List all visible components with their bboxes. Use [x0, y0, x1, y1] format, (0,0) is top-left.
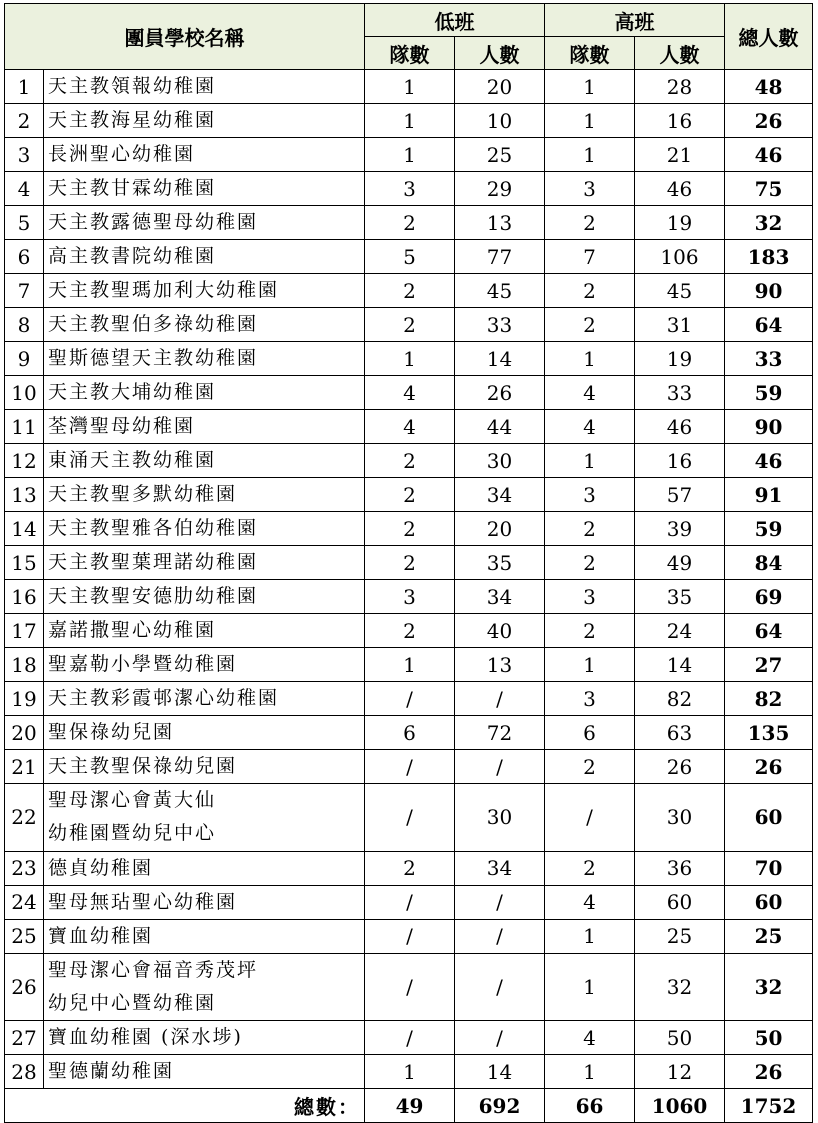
totals-high-people: 1060 [635, 1089, 725, 1123]
high-teams: 1 [545, 648, 635, 682]
row-total: 82 [725, 682, 813, 716]
school-name [44, 410, 365, 444]
low-people: 26 [455, 376, 545, 410]
school-name [44, 750, 365, 784]
row-total: 135 [725, 716, 813, 750]
high-teams: 3 [545, 682, 635, 716]
high-teams: 2 [545, 206, 635, 240]
table-row [5, 580, 813, 614]
table-row [5, 851, 813, 885]
table-row [5, 376, 813, 410]
table-row [5, 478, 813, 512]
low-teams: 2 [365, 308, 455, 342]
school-name-line: 長洲聖心幼稚園 [48, 143, 196, 165]
row-total: 59 [725, 376, 813, 410]
high-teams: / [545, 784, 635, 852]
high-people: 63 [635, 716, 725, 750]
high-teams: 7 [545, 240, 635, 274]
low-people: 10 [455, 104, 545, 138]
school-name [44, 885, 365, 919]
high-people: 26 [635, 750, 725, 784]
school-name-line-2: 幼稚園暨幼兒中心 [48, 822, 217, 845]
low-teams: 1 [365, 138, 455, 172]
low-people: 30 [455, 784, 545, 852]
table-row [5, 240, 813, 274]
low-people: / [455, 885, 545, 919]
table-row [5, 953, 813, 1021]
low-people: 44 [455, 410, 545, 444]
low-teams: 4 [365, 410, 455, 444]
high-people: 36 [635, 851, 725, 885]
school-name [44, 342, 365, 376]
high-people: 60 [635, 885, 725, 919]
row-total: 60 [725, 885, 813, 919]
low-people: 20 [455, 512, 545, 546]
low-people: 72 [455, 716, 545, 750]
header-total-people: 總人數 [725, 4, 813, 70]
high-teams: 1 [545, 138, 635, 172]
table-header [5, 4, 813, 70]
school-name-line: 天主教聖雅各伯幼稚園 [48, 517, 259, 539]
school-name-line: 天主教領報幼稚園 [48, 75, 217, 97]
school-name [44, 512, 365, 546]
row-total: 26 [725, 104, 813, 138]
school-name [44, 376, 365, 410]
table-row [5, 648, 813, 682]
low-teams: / [365, 953, 455, 1021]
high-people: 24 [635, 614, 725, 648]
school-name-line: 聖斯德望天主教幼稚園 [48, 347, 259, 369]
low-people: 77 [455, 240, 545, 274]
low-teams: 2 [365, 274, 455, 308]
table-row [5, 716, 813, 750]
row-total: 90 [725, 410, 813, 444]
high-teams: 3 [545, 580, 635, 614]
header-high-people: 人數 [635, 37, 725, 70]
row-number: 26 [5, 953, 44, 1021]
row-total: 90 [725, 274, 813, 308]
row-number: 15 [5, 546, 44, 580]
school-name [44, 104, 365, 138]
low-teams: 3 [365, 172, 455, 206]
row-total: 46 [725, 138, 813, 172]
table-row [5, 919, 813, 953]
high-teams: 1 [545, 70, 635, 104]
high-people: 35 [635, 580, 725, 614]
row-number: 25 [5, 919, 44, 953]
school-name [44, 274, 365, 308]
low-teams: 1 [365, 70, 455, 104]
table-row [5, 885, 813, 919]
row-number: 20 [5, 716, 44, 750]
table-row [5, 308, 813, 342]
school-name-line: 天主教大埔幼稚園 [48, 381, 217, 403]
high-people: 31 [635, 308, 725, 342]
low-people: 35 [455, 546, 545, 580]
low-people: 34 [455, 851, 545, 885]
high-people: 19 [635, 342, 725, 376]
school-name-line: 聖母潔心會黃大仙 [48, 789, 217, 812]
school-name-line: 天主教聖伯多祿幼稚園 [48, 313, 259, 335]
school-name-line: 聖保祿幼兒園 [48, 721, 175, 743]
school-name-line: 寶血幼稚園 [48, 924, 154, 947]
school-name [44, 614, 365, 648]
school-name-line: 嘉諾撒聖心幼稚園 [48, 619, 217, 641]
school-name [44, 682, 365, 716]
school-name [44, 851, 365, 885]
high-people: 12 [635, 1055, 725, 1089]
low-people: 13 [455, 206, 545, 240]
low-teams: 2 [365, 851, 455, 885]
header-high-class: 高班 [545, 4, 725, 37]
school-name [44, 138, 365, 172]
low-teams: / [365, 1021, 455, 1055]
row-total: 183 [725, 240, 813, 274]
high-people: 14 [635, 648, 725, 682]
high-teams: 2 [545, 851, 635, 885]
table-row [5, 410, 813, 444]
high-people: 49 [635, 546, 725, 580]
low-people: / [455, 682, 545, 716]
row-number: 10 [5, 376, 44, 410]
row-total: 48 [725, 70, 813, 104]
table-row [5, 784, 813, 852]
table-row [5, 750, 813, 784]
table-row [5, 206, 813, 240]
school-name-line: 天主教聖安德肋幼稚園 [48, 585, 259, 607]
row-total: 59 [725, 512, 813, 546]
row-number: 19 [5, 682, 44, 716]
school-name [44, 648, 365, 682]
row-total: 70 [725, 851, 813, 885]
school-name-line: 聖嘉勒小學暨幼稚園 [48, 653, 238, 675]
high-people: 21 [635, 138, 725, 172]
table-row [5, 1055, 813, 1089]
table-body [5, 70, 813, 1089]
high-teams: 2 [545, 274, 635, 308]
high-people: 32 [635, 953, 725, 1021]
header-low-teams: 隊數 [365, 37, 455, 70]
row-number: 24 [5, 885, 44, 919]
low-people: 34 [455, 580, 545, 614]
high-people: 106 [635, 240, 725, 274]
row-number: 2 [5, 104, 44, 138]
school-name [44, 953, 365, 1021]
high-people: 50 [635, 1021, 725, 1055]
totals-low-people: 692 [455, 1089, 545, 1123]
high-people: 16 [635, 444, 725, 478]
high-teams: 4 [545, 885, 635, 919]
row-total: 84 [725, 546, 813, 580]
low-teams: 1 [365, 342, 455, 376]
row-total: 91 [725, 478, 813, 512]
low-teams: / [365, 682, 455, 716]
school-name [44, 308, 365, 342]
low-teams: 1 [365, 1055, 455, 1089]
row-number: 28 [5, 1055, 44, 1089]
low-teams: 2 [365, 512, 455, 546]
high-teams: 4 [545, 410, 635, 444]
low-teams: 6 [365, 716, 455, 750]
high-teams: 1 [545, 104, 635, 138]
totals-high-teams: 66 [545, 1089, 635, 1123]
low-teams: 2 [365, 444, 455, 478]
school-name-line: 高主教書院幼稚園 [48, 245, 217, 267]
row-total: 27 [725, 648, 813, 682]
high-people: 33 [635, 376, 725, 410]
row-number: 16 [5, 580, 44, 614]
high-teams: 2 [545, 614, 635, 648]
school-name [44, 919, 365, 953]
row-number: 12 [5, 444, 44, 478]
row-number: 7 [5, 274, 44, 308]
school-team-table [4, 3, 813, 1123]
row-number: 9 [5, 342, 44, 376]
row-number: 27 [5, 1021, 44, 1055]
row-total: 26 [725, 750, 813, 784]
school-name-line: 天主教聖葉理諾幼稚園 [48, 551, 259, 573]
row-number: 5 [5, 206, 44, 240]
table-row [5, 104, 813, 138]
table-row [5, 614, 813, 648]
high-people: 82 [635, 682, 725, 716]
high-people: 39 [635, 512, 725, 546]
school-name-line: 天主教聖多默幼稚園 [48, 483, 238, 505]
school-name [44, 172, 365, 206]
high-people: 19 [635, 206, 725, 240]
high-people: 25 [635, 919, 725, 953]
row-number: 13 [5, 478, 44, 512]
high-teams: 6 [545, 716, 635, 750]
low-people: 33 [455, 308, 545, 342]
low-teams: / [365, 784, 455, 852]
school-name [44, 444, 365, 478]
high-teams: 2 [545, 308, 635, 342]
row-number: 3 [5, 138, 44, 172]
school-name-line-2: 幼兒中心暨幼稚園 [48, 991, 217, 1014]
high-people: 57 [635, 478, 725, 512]
row-number: 21 [5, 750, 44, 784]
low-people: / [455, 750, 545, 784]
school-name [44, 1021, 365, 1055]
low-people: 13 [455, 648, 545, 682]
row-total: 33 [725, 342, 813, 376]
table-row [5, 682, 813, 716]
high-teams: 1 [545, 444, 635, 478]
school-name-line: 東涌天主教幼稚園 [48, 449, 217, 471]
totals-low-teams: 49 [365, 1089, 455, 1123]
school-name-line: 德貞幼稚園 [48, 856, 154, 879]
high-teams: 4 [545, 376, 635, 410]
row-total: 26 [725, 1055, 813, 1089]
school-name-line: 寶血幼稚園 (深水埗) [48, 1026, 243, 1049]
school-name-line: 聖母潔心會福音秀茂坪 [48, 958, 259, 981]
high-teams: 3 [545, 478, 635, 512]
low-teams: 5 [365, 240, 455, 274]
high-teams: 2 [545, 750, 635, 784]
school-name [44, 70, 365, 104]
row-total: 69 [725, 580, 813, 614]
table-row [5, 138, 813, 172]
school-name-line: 天主教彩霞邨潔心幼稚園 [48, 687, 280, 709]
row-number: 1 [5, 70, 44, 104]
header-high-teams: 隊數 [545, 37, 635, 70]
high-teams: 4 [545, 1021, 635, 1055]
school-name-line: 天主教露德聖母幼稚園 [48, 211, 259, 233]
school-name [44, 580, 365, 614]
school-name-line: 聖德蘭幼稚園 [48, 1060, 175, 1083]
table-row [5, 274, 813, 308]
low-teams: / [365, 885, 455, 919]
table-row [5, 172, 813, 206]
low-teams: 4 [365, 376, 455, 410]
low-teams: / [365, 919, 455, 953]
row-total: 32 [725, 206, 813, 240]
high-people: 16 [635, 104, 725, 138]
low-people: 34 [455, 478, 545, 512]
high-teams: 2 [545, 512, 635, 546]
low-people: 14 [455, 1055, 545, 1089]
low-people: / [455, 919, 545, 953]
high-teams: 1 [545, 953, 635, 1021]
row-number: 18 [5, 648, 44, 682]
high-people: 28 [635, 70, 725, 104]
school-name [44, 478, 365, 512]
table-row [5, 1021, 813, 1055]
school-name-line: 天主教海星幼稚園 [48, 109, 217, 131]
row-number: 22 [5, 784, 44, 852]
school-name [44, 716, 365, 750]
header-low-people: 人數 [455, 37, 545, 70]
low-people: 30 [455, 444, 545, 478]
low-people: / [455, 953, 545, 1021]
row-total: 32 [725, 953, 813, 1021]
low-teams: 1 [365, 104, 455, 138]
high-teams: 1 [545, 1055, 635, 1089]
high-teams: 1 [545, 342, 635, 376]
high-people: 46 [635, 172, 725, 206]
school-name-line: 天主教聖保祿幼兒園 [48, 755, 238, 777]
low-teams: 2 [365, 614, 455, 648]
low-people: 40 [455, 614, 545, 648]
high-teams: 3 [545, 172, 635, 206]
low-teams: 3 [365, 580, 455, 614]
row-total: 64 [725, 308, 813, 342]
row-number: 23 [5, 851, 44, 885]
school-name [44, 546, 365, 580]
low-teams: 1 [365, 648, 455, 682]
school-name [44, 1055, 365, 1089]
school-name [44, 240, 365, 274]
low-people: 29 [455, 172, 545, 206]
school-name-line: 荃灣聖母幼稚園 [48, 415, 196, 437]
totals-label: 總數： [5, 1089, 365, 1123]
row-total: 64 [725, 614, 813, 648]
table-row [5, 342, 813, 376]
low-teams: / [365, 750, 455, 784]
row-number: 4 [5, 172, 44, 206]
row-number: 6 [5, 240, 44, 274]
row-total: 46 [725, 444, 813, 478]
school-name [44, 206, 365, 240]
school-name [44, 784, 365, 852]
low-people: / [455, 1021, 545, 1055]
low-teams: 2 [365, 478, 455, 512]
table-row [5, 444, 813, 478]
totals-grand-total: 1752 [725, 1089, 813, 1123]
row-number: 17 [5, 614, 44, 648]
row-total: 50 [725, 1021, 813, 1055]
low-people: 45 [455, 274, 545, 308]
row-number: 8 [5, 308, 44, 342]
high-people: 46 [635, 410, 725, 444]
low-people: 14 [455, 342, 545, 376]
header-low-class: 低班 [365, 4, 545, 37]
row-number: 14 [5, 512, 44, 546]
high-people: 45 [635, 274, 725, 308]
low-teams: 2 [365, 206, 455, 240]
row-total: 75 [725, 172, 813, 206]
low-teams: 2 [365, 546, 455, 580]
low-people: 20 [455, 70, 545, 104]
high-people: 30 [635, 784, 725, 852]
row-total: 25 [725, 919, 813, 953]
school-name-line: 聖母無玷聖心幼稚園 [48, 890, 238, 913]
high-teams: 2 [545, 546, 635, 580]
row-total: 60 [725, 784, 813, 852]
table-row [5, 546, 813, 580]
row-number: 11 [5, 410, 44, 444]
table-row [5, 512, 813, 546]
table-row [5, 70, 813, 104]
high-teams: 1 [545, 919, 635, 953]
school-name-line: 天主教聖瑪加利大幼稚園 [48, 279, 280, 301]
header-school-name: 團員學校名稱 [5, 4, 365, 70]
school-name-line: 天主教甘霖幼稚園 [48, 177, 217, 199]
low-people: 25 [455, 138, 545, 172]
